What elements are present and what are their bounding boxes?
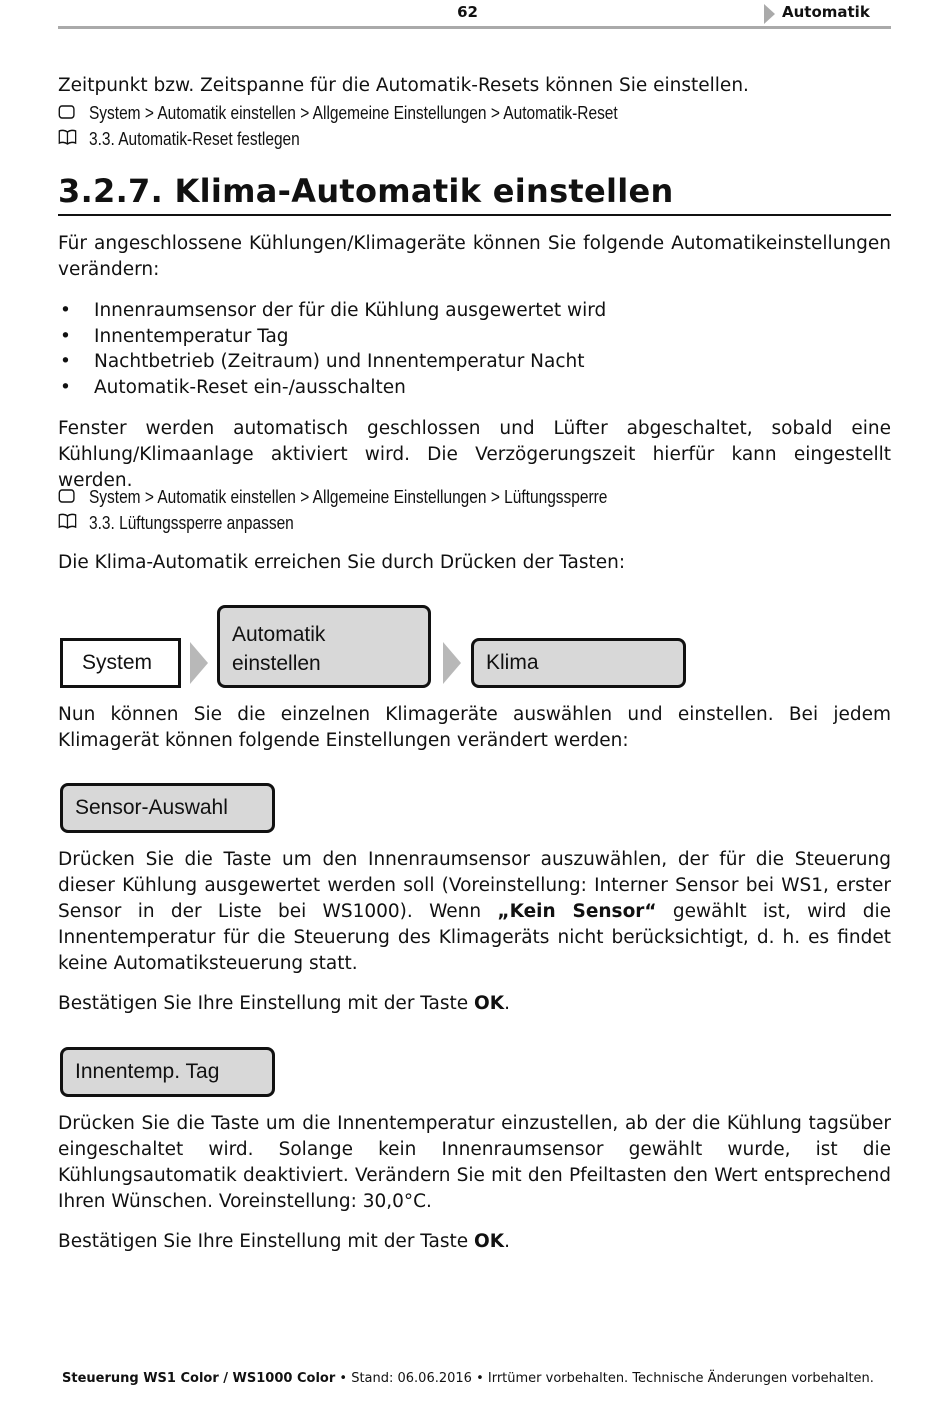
footer-product: Steuerung WS1 Color / WS1000 Color — [62, 1371, 336, 1386]
innentemp-tag-key: Innentemp. Tag — [60, 1047, 275, 1097]
window-paragraph: Fenster werden automatisch geschlossen und Lüfter abgeschaltet, sobald eine Kühlung/Klimaanlage aktiviert wird. Die Verzögerungszeit hierfür kann eingestellt werden. — [58, 418, 891, 491]
sensor-auswahl-key: Sensor-Auswahl — [60, 783, 275, 833]
confirm-paragraph-2: Bestätigen Sie Ihre Einstellung mit der Taste OK. — [58, 1231, 510, 1252]
list-item: • Nachtbetrieb (Zeitraum) und Innentemperatur Nacht — [58, 349, 891, 375]
system-key: System — [60, 638, 181, 688]
settings-list — [58, 298, 891, 400]
confirm-paragraph-1: Bestätigen Sie Ihre Einstellung mit der Taste OK. — [58, 993, 510, 1014]
book-reference-reset — [58, 126, 300, 153]
bullet-icon: • — [60, 351, 71, 372]
arrow-right-icon — [443, 642, 461, 684]
menu-path-text: System > Automatik einstellen > Allgemeine Einstellungen > Automatik-Reset — [88, 103, 618, 123]
header-rule — [58, 26, 891, 29]
menu-path-reset — [58, 100, 618, 127]
book-reference-text: 3.3. Lüftungssperre anpassen — [88, 513, 294, 533]
ok-key-label: OK — [474, 993, 505, 1014]
book-reference-text: 3.3. Automatik-Reset festlegen — [88, 129, 300, 149]
select-paragraph: Nun können Sie die einzelnen Klimageräte auswählen und einstellen. Bei jedem Klimagerät können folgende Einstellungen verändert werden: — [58, 704, 891, 751]
intro-text: Zeitpunkt bzw. Zeitspanne für die Automatik-Resets können Sie einstellen. — [58, 75, 749, 96]
section-rule — [58, 214, 891, 216]
automatik-einstellen-key: Automatik einstellen — [217, 605, 431, 688]
kein-sensor-label: „Kein Sensor“ — [497, 901, 657, 922]
list-item: • Automatik-Reset ein-/ausschalten — [58, 375, 891, 401]
sensor-paragraph: Drücken Sie die Taste um den Innenraumsensor auszuwählen, der für die Steuerung dieser Kühlung ausgewertet werden soll (Voreinstellung: Interner Sensor bei WS1, erster Sensor in der Liste bei WS1000). Wenn „Kein Sensor“ gewählt ist, wird die Innentemperatur für die Steuerung des Klimageräts nicht berücksichtigt, d. h. es findet keine Automatiksteuerung statt. — [58, 849, 891, 974]
section-lead: Für angeschlossene Kühlungen/Klimageräte können Sie folgende Automatikeinstellungen verändern: — [58, 233, 891, 280]
bullet-icon: • — [60, 325, 71, 347]
klima-key: Klima — [471, 638, 686, 688]
header-arrow-icon — [764, 4, 775, 24]
ok-key-label: OK — [474, 1231, 505, 1252]
footer-disclaimer: Irrtümer vorbehalten. Technische Änderungen vorbehalten. — [487, 1371, 874, 1386]
innentemp-paragraph: Drücken Sie die Taste um die Innentemperatur einzustellen, ab der die Kühlung tagsüber eingeschaltet wird. Solange kein Innenraumsensor gewählt wurde, ist die Kühlungsautomatik deaktiviert. Verändern Sie mit den Pfeiltasten den Wert entsprechend Ihren Wünschen. Voreinstellung: 30,0°C. — [58, 1113, 891, 1212]
footer-stand: Stand: 06.06.2016 — [351, 1371, 472, 1386]
screen-icon — [58, 101, 75, 127]
arrow-right-icon — [190, 642, 208, 684]
book-icon — [58, 127, 75, 153]
section-title: 3.2.7. Klima-Automatik einstellen — [58, 172, 674, 210]
page-footer: Steuerung WS1 Color / WS1000 Color • Stand: 06.06.2016 • Irrtümer vorbehalten. Technische Änderungen vorbehalten. — [62, 1371, 874, 1386]
bullet-icon: • — [60, 376, 71, 398]
book-reference-lueftung — [58, 510, 294, 537]
bullet-icon: • — [60, 300, 71, 321]
menu-path-text: System > Automatik einstellen > Allgemeine Einstellungen > Lüftungssperre — [88, 487, 608, 507]
list-item: • Innenraumsensor der für die Kühlung ausgewertet wird — [58, 298, 891, 324]
book-icon — [58, 511, 75, 537]
reach-paragraph: Die Klima-Automatik erreichen Sie durch Drücken der Tasten: — [58, 552, 626, 573]
list-item: • Innentemperatur Tag — [58, 324, 891, 350]
page-number: 62 — [457, 3, 478, 21]
screen-icon — [58, 485, 75, 511]
menu-path-lueftung — [58, 484, 607, 511]
header-section-title: Automatik — [782, 3, 870, 21]
